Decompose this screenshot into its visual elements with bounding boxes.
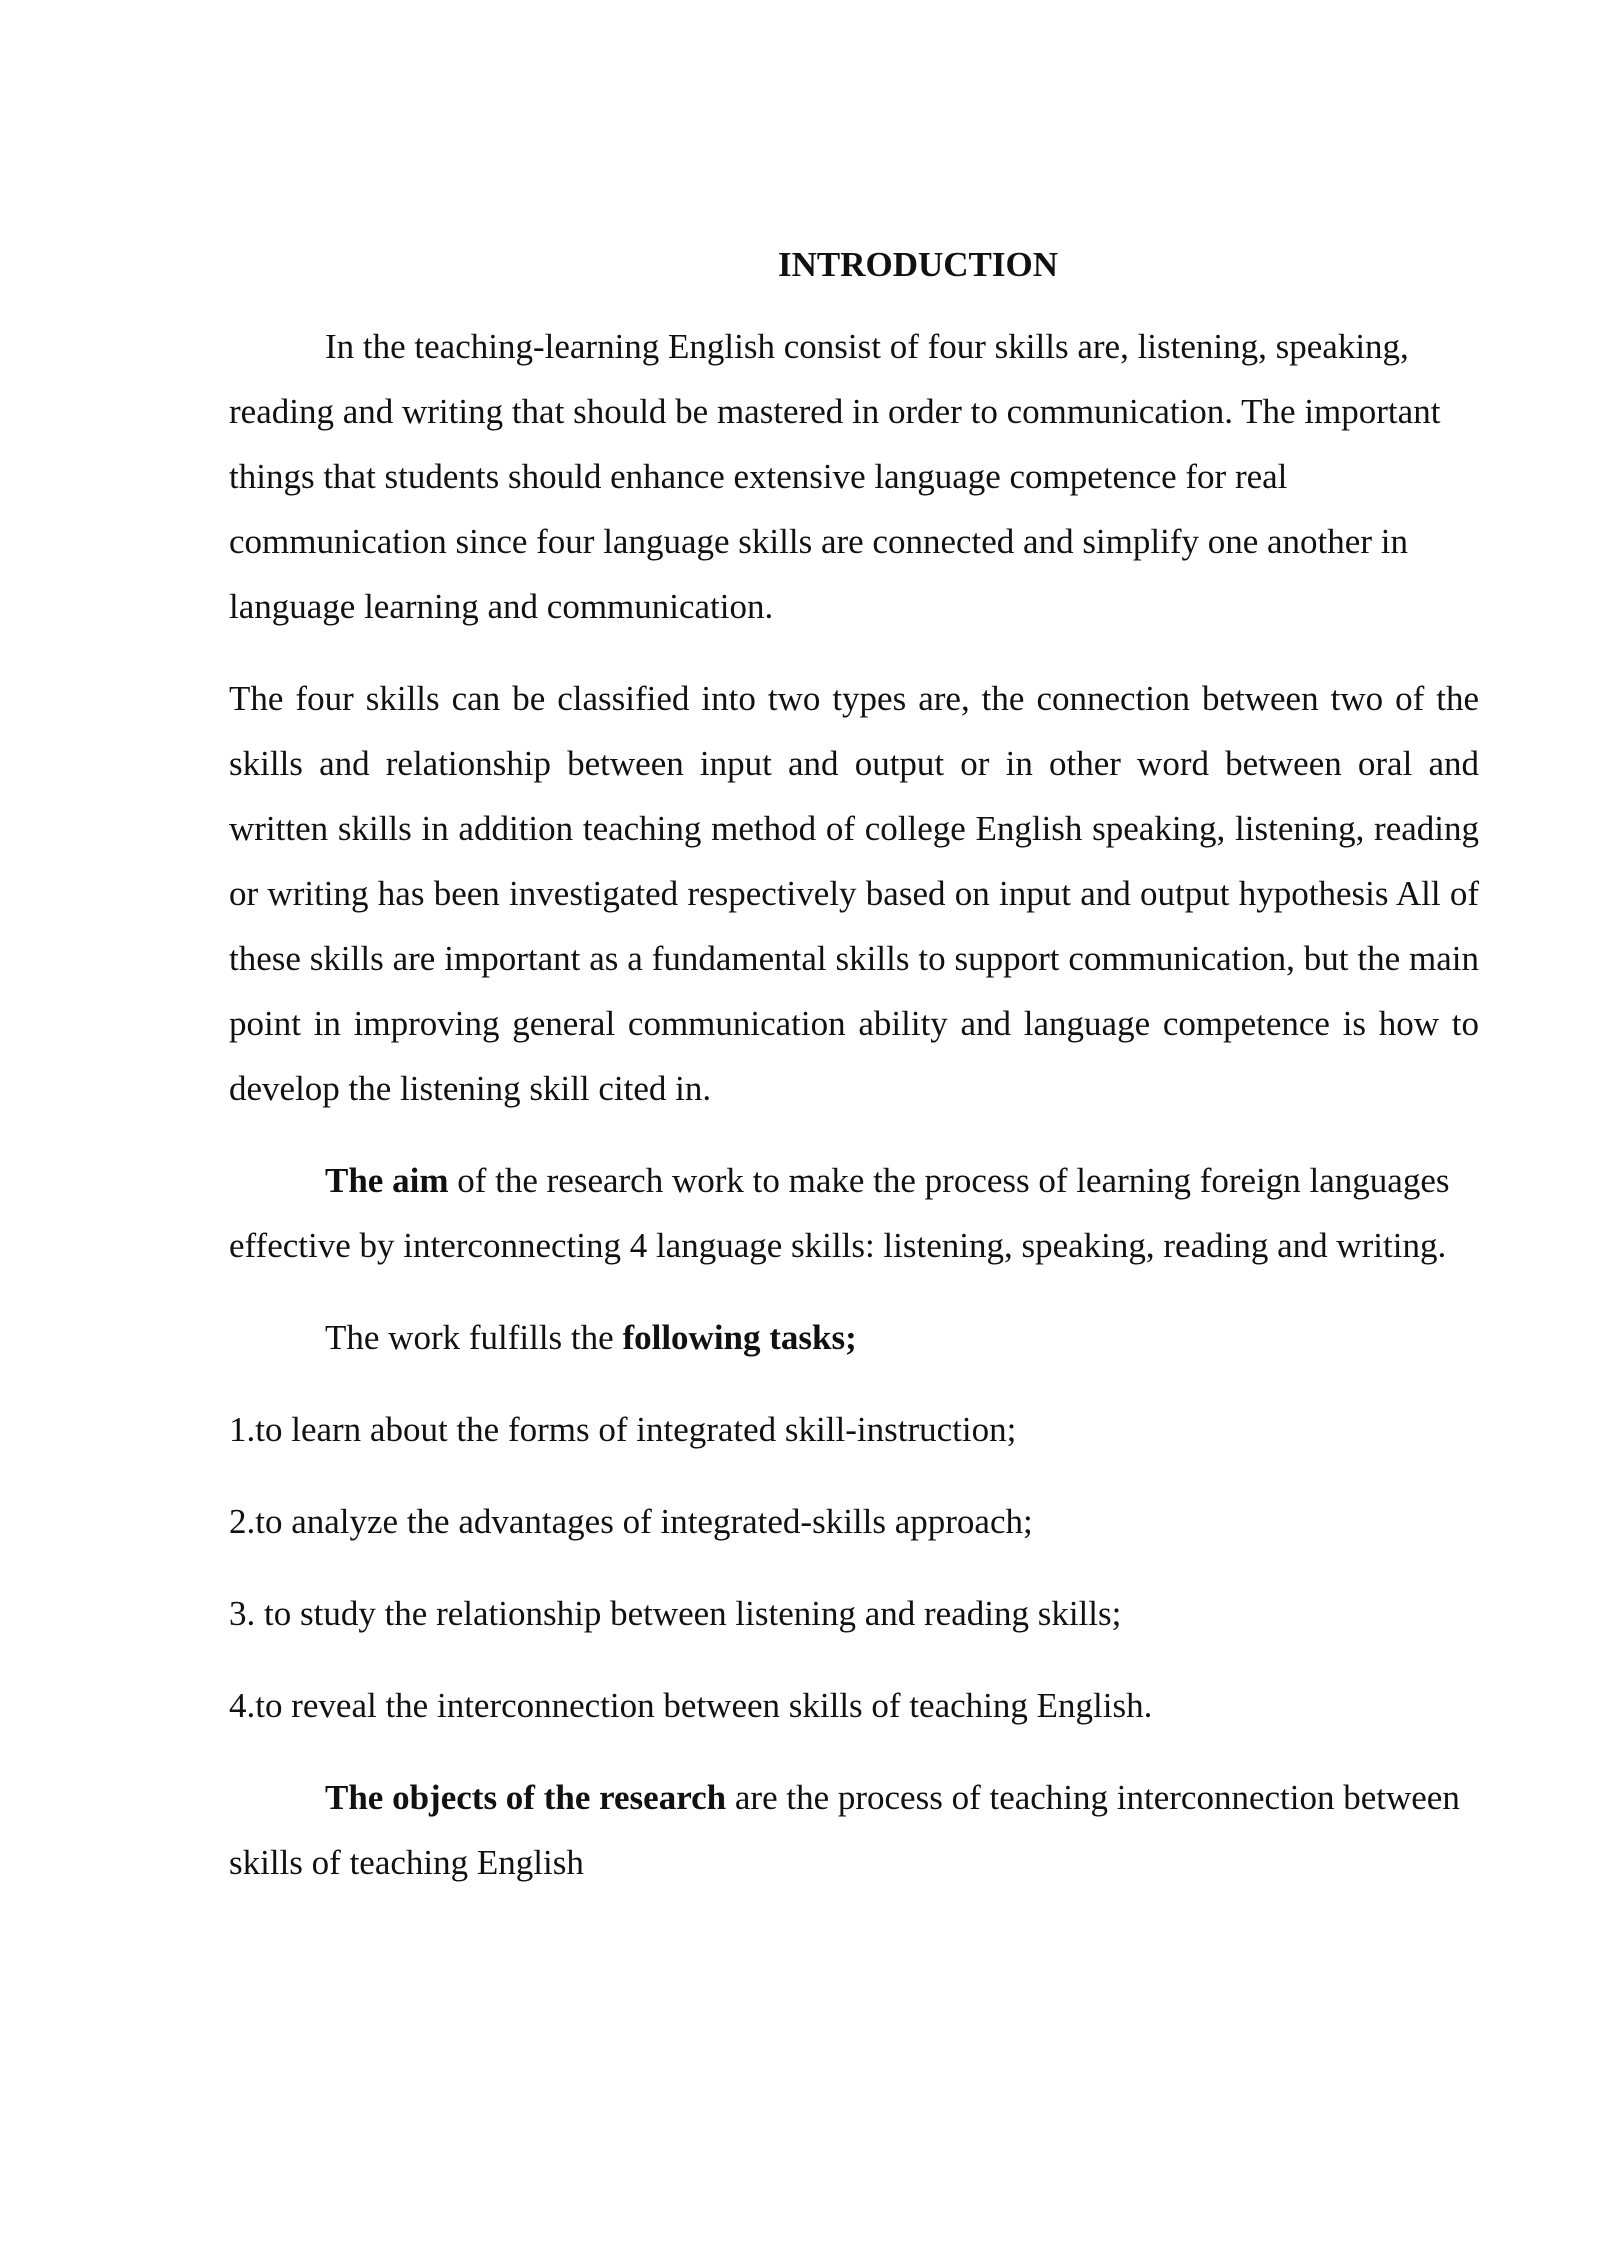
- paragraph-objects: [229, 1765, 1479, 1895]
- task-item-1: 1.to learn about the forms of integrated skill-instruction;: [229, 1410, 1017, 1449]
- paragraph-aim: [229, 1148, 1479, 1278]
- task-item-3: 3. to study the relationship between listening and reading skills;: [229, 1594, 1122, 1633]
- tasks-intro-label: following tasks;: [622, 1318, 857, 1357]
- document-body: [229, 240, 1479, 1922]
- tasks-intro-text: The work fulfills the: [325, 1318, 623, 1357]
- paragraph-intro: In the teaching-learning English consist of four skills are, listening, speaking, reading and writing that should be mastered in order to communication. The important things that students should enhance extensive language competence for real communication since four language skills are connected and simplify one another in language learning and communication.: [229, 327, 1441, 626]
- objects-label: The objects of the research: [325, 1778, 727, 1817]
- task-item-2: 2.to analyze the advantages of integrated-skills approach;: [229, 1502, 1033, 1541]
- aim-text: of the research work to make the process of learning foreign languages effective by interconnecting 4 language skills: listening, speaking, reading and writing.: [229, 1161, 1450, 1265]
- section-title: INTRODUCTION: [777, 245, 1059, 284]
- paragraph-tasks-intro: [229, 1305, 1479, 1370]
- objects-text: are the process of teaching interconnection between skills of teaching English: [229, 1778, 1460, 1882]
- paragraph-four-skills: The four skills can be classified into two types are, the connection between two of the skills and relationship between input and output or in other word between oral and written skills in addition teaching method of college English speaking, listening, reading or writing has been investigated respectively based on input and output hypothesis All of these skills are important as a fundamental skills to support communication, but the main point in improving general communication ability and language competence is how to develop the listening skill cited in.: [229, 679, 1479, 1108]
- task-item-4: 4.to reveal the interconnection between skills of teaching English.: [229, 1686, 1153, 1725]
- aim-label: The aim: [325, 1161, 449, 1200]
